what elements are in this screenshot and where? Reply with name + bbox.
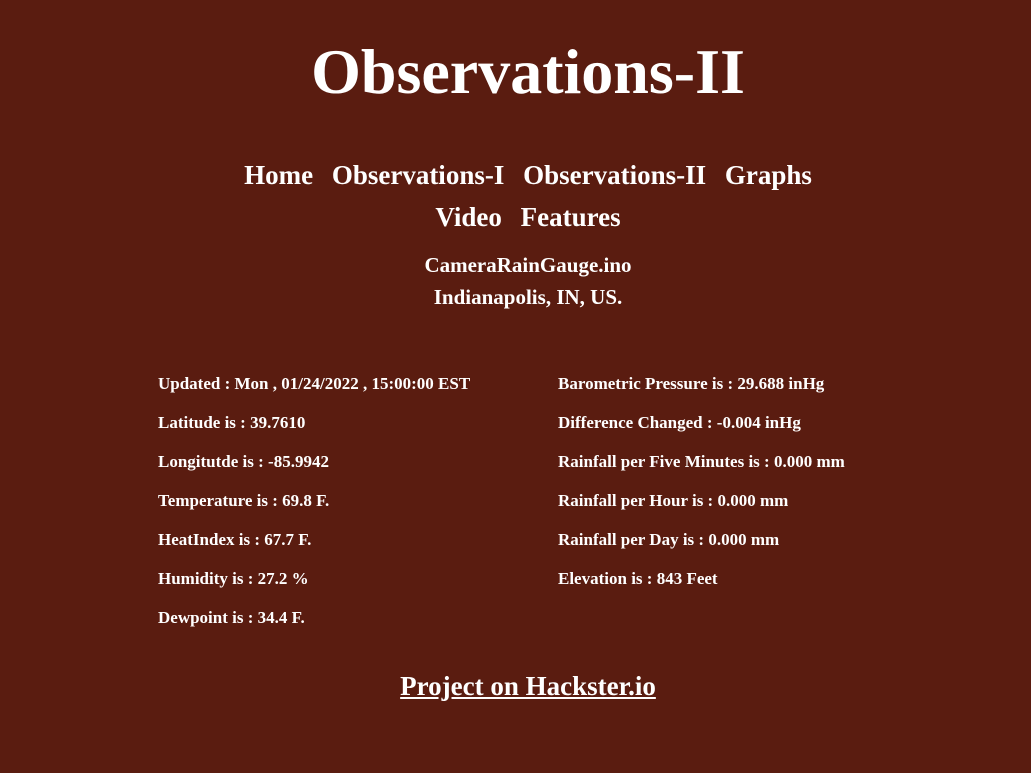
hackster-project-link[interactable]: Project on Hackster.io — [400, 671, 656, 701]
rainfall-day-reading: Rainfall per Day is : 0.000 mm — [558, 530, 780, 549]
nav-link-home[interactable]: Home — [244, 160, 314, 190]
longitude-reading: Longitutde is : -85.9942 — [158, 452, 329, 471]
heatindex-reading: HeatIndex is : 67.7 F. — [158, 530, 312, 549]
nav-link-observations-ii[interactable]: Observations-II — [523, 160, 707, 190]
temperature-reading: Temperature is : 69.8 F. — [158, 491, 330, 510]
pressure-reading: Barometric Pressure is : 29.688 inHg — [558, 374, 825, 393]
station-info — [0, 249, 1031, 313]
observations-right-column — [558, 364, 845, 598]
main-nav — [0, 154, 1031, 238]
humidity-reading: Humidity is : 27.2 % — [158, 569, 309, 588]
sketch-name: CameraRainGauge.ino — [424, 253, 632, 277]
observations-left-column — [158, 364, 470, 637]
footer — [0, 668, 1031, 704]
nav-row-1 — [0, 154, 1031, 196]
elevation-reading: Elevation is : 843 Feet — [558, 569, 718, 588]
nav-link-observations-i[interactable]: Observations-I — [331, 160, 505, 190]
rainfall-five-minutes-reading: Rainfall per Five Minutes is : 0.000 mm — [558, 452, 845, 471]
nav-row-2 — [0, 196, 1031, 238]
nav-link-features[interactable]: Features — [520, 202, 621, 232]
rainfall-hour-reading: Rainfall per Hour is : 0.000 mm — [558, 491, 789, 510]
pressure-difference-reading: Difference Changed : -0.004 inHg — [558, 413, 801, 432]
dewpoint-reading: Dewpoint is : 34.4 F. — [158, 608, 305, 627]
nav-link-graphs[interactable]: Graphs — [724, 160, 812, 190]
station-location: Indianapolis, IN, US. — [433, 285, 623, 309]
latitude-reading: Latitude is : 39.7610 — [158, 413, 306, 432]
nav-link-video[interactable]: Video — [435, 202, 502, 232]
updated-timestamp: Updated : Mon , 01/24/2022 , 15:00:00 EST — [158, 374, 471, 393]
page-title: Observations-II — [311, 36, 745, 107]
